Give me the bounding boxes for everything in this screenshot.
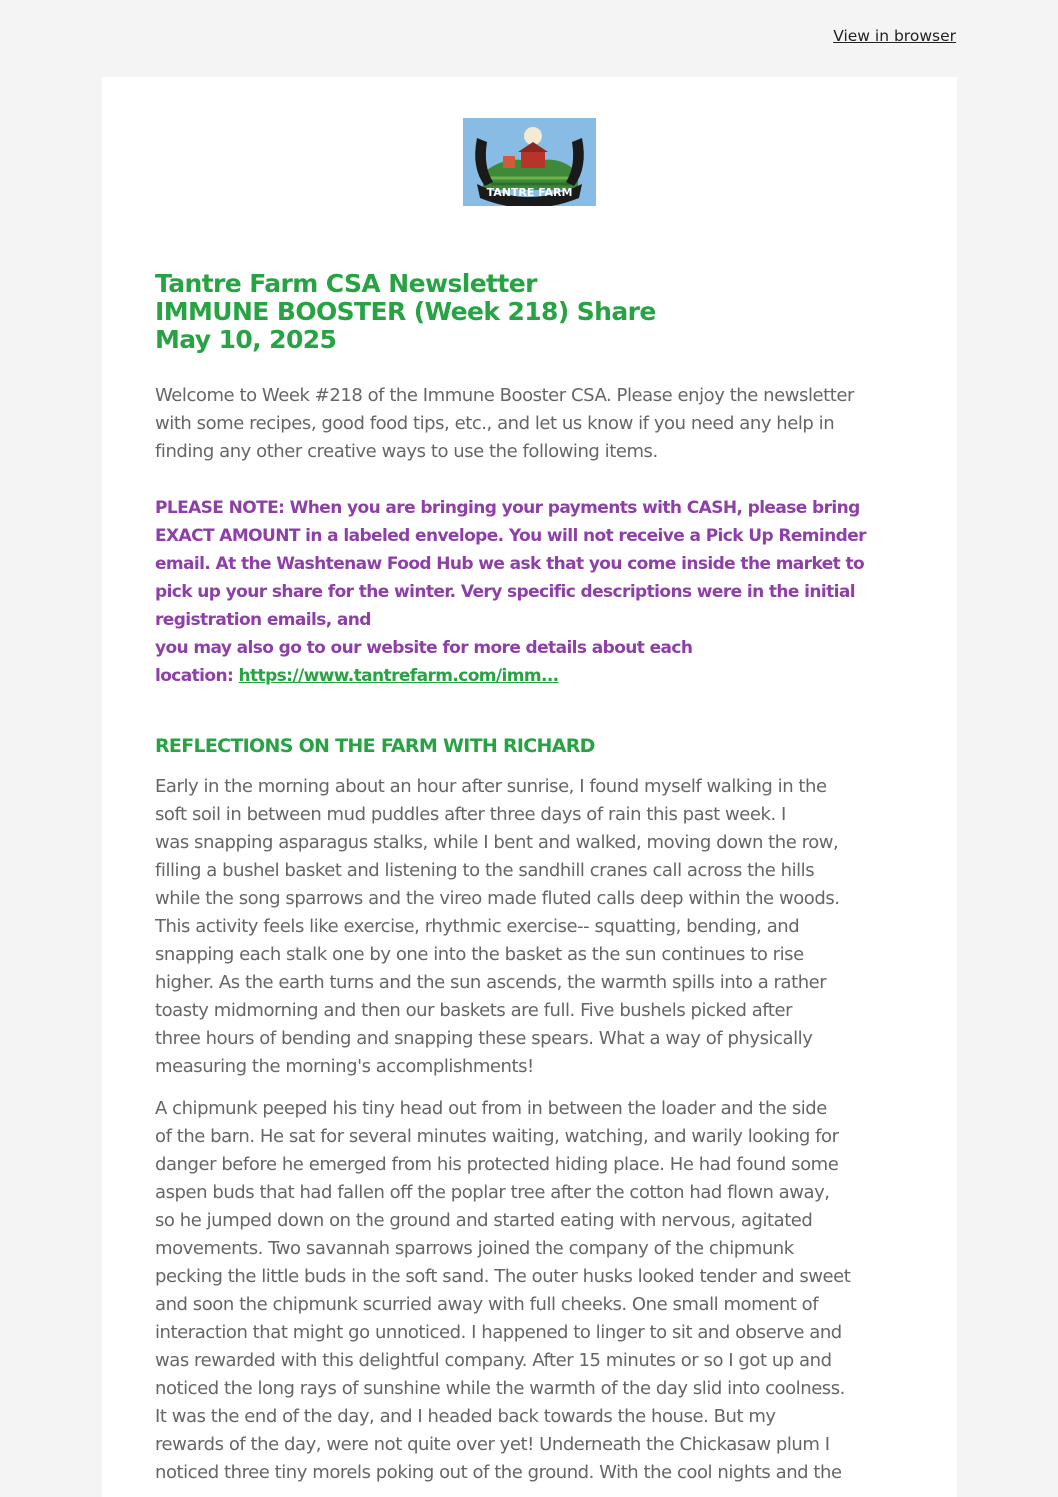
paragraph-line: danger before he emerged from his protected hiding place. He had found some <box>155 1154 839 1175</box>
intro-line: Welcome to Week #218 of the Immune Booster CSA. Please enjoy the newsletter <box>155 385 854 406</box>
paragraph-line: higher. As the earth turns and the sun ascends, the warmth spills into a rather <box>155 972 827 993</box>
note-line: pick up your share for the winter. Very specific descriptions were in the initial <box>155 582 855 602</box>
paragraph-line: A chipmunk peeped his tiny head out from in between the loader and the side <box>155 1098 827 1119</box>
paragraph-line: soft soil in between mud puddles after three days of rain this past week. I <box>155 804 786 825</box>
reflections-paragraph-1 <box>155 773 907 1081</box>
paragraph-line: noticed three tiny morels poking out of the ground. With the cool nights and the <box>155 1462 842 1483</box>
immune-booster-link[interactable]: https://www.tantrefarm.com/imm... <box>238 666 559 686</box>
paragraph-line: filling a bushel basket and listening to the sandhill cranes call across the hills <box>155 860 815 881</box>
view-in-browser-link[interactable]: View in browser <box>833 27 956 45</box>
intro-line: with some recipes, good food tips, etc., and let us know if you need any help in <box>155 413 835 434</box>
note-line: PLEASE NOTE: When you are bringing your payments with CASH, please bring <box>155 498 860 518</box>
intro-line: finding any other creative ways to use the following items. <box>155 441 658 462</box>
paragraph-line: movements. Two savannah sparrows joined the company of the chipmunk <box>155 1238 794 1259</box>
title-line-1: Tantre Farm CSA Newsletter <box>155 269 537 298</box>
title-line-2: IMMUNE BOOSTER (Week 218) Share <box>155 297 656 326</box>
paragraph-line: three hours of bending and snapping these spears. What a way of physically <box>155 1028 813 1049</box>
title-line-3: May 10, 2025 <box>155 325 337 354</box>
paragraph-line: Early in the morning about an hour after sunrise, I found myself walking in the <box>155 776 827 797</box>
intro-paragraph <box>155 382 907 466</box>
location-label: location: <box>155 666 239 686</box>
payment-note <box>155 494 907 690</box>
logo-lettering: TANTRE FARM <box>486 186 573 199</box>
paragraph-line: toasty midmorning and then our baskets are full. Five bushels picked after <box>155 1000 793 1021</box>
paragraph-line: interaction that might go unnoticed. I happened to linger to sit and observe and <box>155 1322 842 1343</box>
newsletter-content <box>155 270 907 1487</box>
note-line-location <box>155 662 907 690</box>
paragraph-line: so he jumped down on the ground and started eating with nervous, agitated <box>155 1210 813 1231</box>
paragraph-line: noticed the long rays of sunshine while the warmth of the day slid into coolness. <box>155 1378 845 1399</box>
paragraph-line: while the song sparrows and the vireo made fluted calls deep within the woods. <box>155 888 840 909</box>
paragraph-line: snapping each stalk one by one into the basket as the sun continues to rise <box>155 944 804 965</box>
note-line: EXACT AMOUNT in a labeled envelope. You will not receive a Pick Up Reminder <box>155 526 866 546</box>
note-line: you may also go to our website for more details about each <box>155 638 693 658</box>
reflections-heading: REFLECTIONS ON THE FARM WITH RICHARD <box>155 735 595 757</box>
paragraph-line: rewards of the day, were not quite over yet! Underneath the Chickasaw plum I <box>155 1434 830 1455</box>
paragraph-line: of the barn. He sat for several minutes waiting, watching, and warily looking for <box>155 1126 839 1147</box>
paragraph-line: was rewarded with this delightful company. After 15 minutes or so I got up and <box>155 1350 832 1371</box>
newsletter-card <box>102 77 957 1497</box>
paragraph-line: It was the end of the day, and I headed back towards the house. But my <box>155 1406 776 1427</box>
paragraph-line: This activity feels like exercise, rhythmic exercise-- squatting, bending, and <box>155 916 800 937</box>
note-line: registration emails, and <box>155 610 371 630</box>
reflections-paragraph-2 <box>155 1095 907 1487</box>
top-bar <box>833 27 956 45</box>
farm-logo-image <box>463 118 596 206</box>
note-line: email. At the Washtenaw Food Hub we ask that you come inside the market to <box>155 554 865 574</box>
paragraph-line: aspen buds that had fallen off the poplar tree after the cotton had flown away, <box>155 1182 830 1203</box>
tantre-farm-logo <box>463 118 596 206</box>
paragraph-line: and soon the chipmunk scurried away with full cheeks. One small moment of <box>155 1294 819 1315</box>
newsletter-title <box>155 270 907 354</box>
paragraph-line: was snapping asparagus stalks, while I bent and walked, moving down the row, <box>155 832 839 853</box>
paragraph-line: pecking the little buds in the soft sand. The outer husks looked tender and sweet <box>155 1266 851 1287</box>
paragraph-line: measuring the morning's accomplishments! <box>155 1056 534 1077</box>
